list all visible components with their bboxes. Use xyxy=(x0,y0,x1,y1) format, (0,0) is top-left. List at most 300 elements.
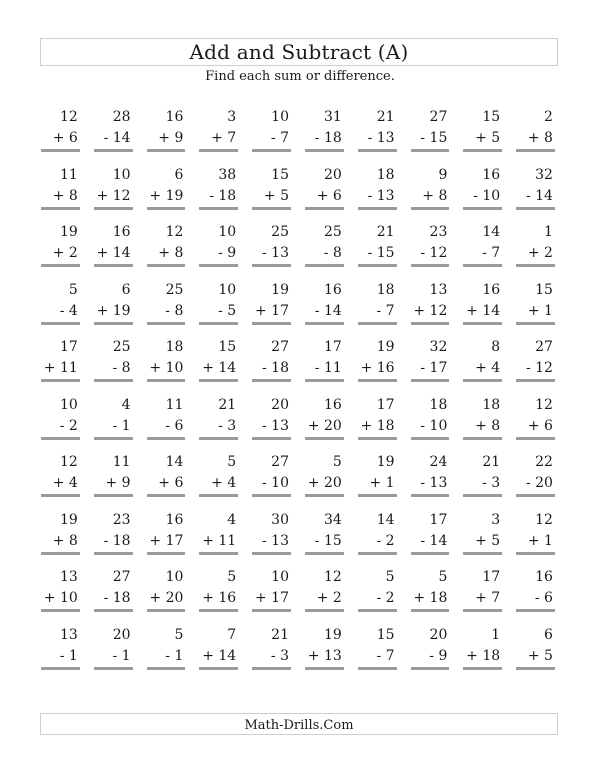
operator-operand: + 8 xyxy=(422,187,448,204)
answer-line xyxy=(94,609,133,612)
operator-operand: - 13 xyxy=(261,417,289,434)
answer-line xyxy=(41,437,80,440)
problem-item xyxy=(458,509,511,567)
operator-operand: + 8 xyxy=(158,245,184,261)
top-operand: 6 xyxy=(544,626,553,643)
answer-line xyxy=(94,149,133,152)
answer-line xyxy=(411,437,450,440)
problem-item xyxy=(247,279,300,337)
top-operand: 27 xyxy=(535,339,553,355)
problem-item xyxy=(247,394,300,452)
answer-line xyxy=(94,437,133,440)
problem-item xyxy=(36,451,89,509)
operator-operand: - 10 xyxy=(261,475,289,491)
problem-item xyxy=(458,566,511,624)
problem-item xyxy=(194,221,247,279)
problem-item xyxy=(353,106,406,164)
answer-line xyxy=(358,322,397,325)
top-operand: 18 xyxy=(376,281,395,298)
problem-item xyxy=(194,509,247,567)
top-operand: 17 xyxy=(323,339,342,355)
top-operand: 21 xyxy=(271,626,289,643)
top-operand: 10 xyxy=(271,109,289,125)
operator-operand: - 7 xyxy=(376,302,395,319)
operator-operand: - 4 xyxy=(59,302,78,319)
operator-operand: + 6 xyxy=(316,187,342,204)
problem-item xyxy=(353,336,406,394)
top-operand: 23 xyxy=(112,511,131,528)
operator-operand: + 20 xyxy=(307,475,342,491)
answer-line xyxy=(411,379,450,382)
top-operand: 20 xyxy=(271,396,289,413)
answer-line xyxy=(94,207,133,210)
answer-line xyxy=(463,667,502,670)
operator-operand: - 2 xyxy=(376,532,395,549)
problem-item xyxy=(89,509,142,567)
top-operand: 15 xyxy=(482,109,501,125)
operator-operand: - 18 xyxy=(209,187,237,204)
answer-line xyxy=(252,207,291,210)
top-operand: 18 xyxy=(165,339,184,355)
top-operand: 17 xyxy=(429,511,448,528)
problem-item xyxy=(89,451,142,509)
problem-item xyxy=(247,106,300,164)
answer-line xyxy=(358,667,397,670)
top-operand: 15 xyxy=(376,626,395,643)
operator-operand: + 18 xyxy=(466,647,501,664)
operator-operand: + 2 xyxy=(527,245,553,261)
top-operand: 18 xyxy=(429,396,448,413)
top-operand: 12 xyxy=(59,109,78,125)
problem-item xyxy=(142,106,195,164)
answer-line xyxy=(516,379,555,382)
answer-line xyxy=(252,379,291,382)
top-operand: 3 xyxy=(491,511,501,528)
top-operand: 16 xyxy=(165,109,184,125)
problem-item xyxy=(36,279,89,337)
title-box xyxy=(40,38,558,66)
top-operand: 10 xyxy=(218,281,237,298)
answer-line xyxy=(411,322,450,325)
top-operand: 25 xyxy=(271,224,289,240)
problem-item xyxy=(36,336,89,394)
operator-operand: + 6 xyxy=(52,130,78,146)
problem-item xyxy=(142,394,195,452)
operator-operand: - 15 xyxy=(420,130,448,146)
problem-item xyxy=(511,624,564,682)
operator-operand: + 9 xyxy=(105,475,131,491)
operator-operand: - 7 xyxy=(270,130,289,146)
operator-operand: + 20 xyxy=(307,417,342,434)
answer-line xyxy=(463,552,502,555)
operator-operand: - 1 xyxy=(112,417,131,434)
problem-item xyxy=(194,394,247,452)
top-operand: 6 xyxy=(121,281,131,298)
page-title: Add and Subtract (A) xyxy=(189,40,409,64)
problem-item xyxy=(36,566,89,624)
top-operand: 8 xyxy=(491,339,501,355)
operator-operand: - 17 xyxy=(420,360,448,376)
problem-item xyxy=(353,509,406,567)
answer-line xyxy=(252,149,291,152)
problem-item xyxy=(300,451,353,509)
operator-operand: + 10 xyxy=(149,360,184,376)
answer-line xyxy=(199,149,238,152)
operator-operand: + 1 xyxy=(527,532,553,549)
answer-line xyxy=(252,667,291,670)
top-operand: 34 xyxy=(323,511,342,528)
top-operand: 21 xyxy=(376,109,395,125)
operator-operand: + 8 xyxy=(527,130,553,146)
top-operand: 14 xyxy=(482,224,501,240)
problem-item xyxy=(89,106,142,164)
answer-line xyxy=(358,149,397,152)
problem-item xyxy=(247,566,300,624)
operator-operand: - 15 xyxy=(314,532,342,549)
problem-item xyxy=(511,279,564,337)
operator-operand: - 1 xyxy=(112,647,131,664)
problem-item xyxy=(458,164,511,222)
operator-operand: - 11 xyxy=(314,360,342,376)
top-operand: 15 xyxy=(535,281,553,298)
operator-operand: - 18 xyxy=(103,590,131,606)
operator-operand: - 9 xyxy=(429,647,448,664)
operator-operand: + 12 xyxy=(96,187,131,204)
top-operand: 27 xyxy=(271,339,289,355)
operator-operand: + 20 xyxy=(149,590,184,606)
operator-operand: + 7 xyxy=(211,130,237,146)
problem-item xyxy=(458,394,511,452)
answer-line xyxy=(516,552,555,555)
answer-line xyxy=(516,322,555,325)
top-operand: 20 xyxy=(112,626,131,643)
problem-item xyxy=(511,451,564,509)
top-operand: 16 xyxy=(112,224,131,240)
answer-line xyxy=(463,379,502,382)
top-operand: 27 xyxy=(429,109,448,125)
answer-line xyxy=(94,494,133,497)
answer-line xyxy=(199,207,238,210)
operator-operand: + 9 xyxy=(158,130,184,146)
problem-item xyxy=(353,451,406,509)
answer-line xyxy=(252,494,291,497)
top-operand: 27 xyxy=(271,454,289,470)
problem-item xyxy=(458,221,511,279)
operator-operand: - 6 xyxy=(534,590,553,606)
problem-item xyxy=(89,164,142,222)
top-operand: 6 xyxy=(174,166,184,183)
problem-item xyxy=(300,279,353,337)
problem-item xyxy=(353,279,406,337)
answer-line xyxy=(411,552,450,555)
operator-operand: - 8 xyxy=(112,360,131,376)
problem-item xyxy=(511,336,564,394)
problem-item xyxy=(142,279,195,337)
answer-line xyxy=(147,494,186,497)
problem-item xyxy=(194,566,247,624)
problem-item xyxy=(458,624,511,682)
problem-item xyxy=(353,221,406,279)
problem-item xyxy=(89,394,142,452)
problem-item xyxy=(89,221,142,279)
operator-operand: - 8 xyxy=(323,245,342,261)
answer-line xyxy=(199,437,238,440)
answer-line xyxy=(147,149,186,152)
operator-operand: - 18 xyxy=(261,360,289,376)
problem-item xyxy=(247,336,300,394)
operator-operand: - 10 xyxy=(473,187,501,204)
top-operand: 16 xyxy=(165,511,184,528)
answer-line xyxy=(94,552,133,555)
answer-line xyxy=(199,552,238,555)
footer-box xyxy=(40,713,558,735)
top-operand: 11 xyxy=(112,454,131,470)
problem-item xyxy=(406,336,459,394)
problem-item xyxy=(247,451,300,509)
operator-operand: + 14 xyxy=(466,302,501,319)
answer-line xyxy=(463,207,502,210)
problem-item xyxy=(142,624,195,682)
problem-item xyxy=(89,336,142,394)
problem-item xyxy=(247,164,300,222)
problem-item xyxy=(247,221,300,279)
answer-line xyxy=(358,379,397,382)
problem-item xyxy=(406,394,459,452)
operator-operand: - 2 xyxy=(59,417,78,434)
operator-operand: - 14 xyxy=(314,302,342,319)
operator-operand: - 7 xyxy=(482,245,501,261)
operator-operand: - 1 xyxy=(165,647,184,664)
top-operand: 5 xyxy=(227,454,237,470)
top-operand: 19 xyxy=(59,224,78,240)
problem-item xyxy=(406,566,459,624)
top-operand: 32 xyxy=(429,339,448,355)
answer-line xyxy=(41,264,80,267)
answer-line xyxy=(252,609,291,612)
answer-line xyxy=(147,552,186,555)
top-operand: 14 xyxy=(165,454,184,470)
operator-operand: - 10 xyxy=(420,417,448,434)
operator-operand: + 4 xyxy=(475,360,501,376)
top-operand: 9 xyxy=(438,166,448,183)
operator-operand: - 13 xyxy=(367,130,395,146)
problem-item xyxy=(300,106,353,164)
top-operand: 25 xyxy=(165,281,184,298)
top-operand: 11 xyxy=(59,166,78,183)
problem-item xyxy=(406,164,459,222)
problem-item xyxy=(300,624,353,682)
answer-line xyxy=(147,609,186,612)
answer-line xyxy=(358,437,397,440)
footer-brand: Math-Drills.Com xyxy=(244,718,354,733)
problem-item xyxy=(406,221,459,279)
operator-operand: + 19 xyxy=(96,302,131,319)
operator-operand: - 3 xyxy=(218,417,237,434)
top-operand: 22 xyxy=(535,454,553,470)
problem-item xyxy=(406,279,459,337)
top-operand: 5 xyxy=(174,626,184,643)
top-operand: 19 xyxy=(59,511,78,528)
problem-item xyxy=(300,509,353,567)
operator-operand: + 5 xyxy=(527,647,553,664)
top-operand: 19 xyxy=(376,339,395,355)
operator-operand: - 3 xyxy=(270,647,289,664)
operator-operand: + 17 xyxy=(254,302,289,319)
top-operand: 20 xyxy=(323,166,342,183)
problem-item xyxy=(36,221,89,279)
problem-item xyxy=(142,566,195,624)
problem-item xyxy=(353,164,406,222)
top-operand: 17 xyxy=(59,339,78,355)
problem-item xyxy=(36,106,89,164)
problem-item xyxy=(406,106,459,164)
top-operand: 12 xyxy=(165,224,184,240)
operator-operand: - 5 xyxy=(218,302,237,319)
top-operand: 18 xyxy=(482,396,501,413)
top-operand: 19 xyxy=(271,281,289,298)
answer-line xyxy=(147,264,186,267)
operator-operand: - 8 xyxy=(165,302,184,319)
answer-line xyxy=(94,264,133,267)
operator-operand: - 13 xyxy=(420,475,448,491)
top-operand: 15 xyxy=(271,166,289,183)
answer-line xyxy=(358,552,397,555)
problem-item xyxy=(247,624,300,682)
top-operand: 24 xyxy=(429,454,448,470)
operator-operand: + 14 xyxy=(202,647,237,664)
operator-operand: + 19 xyxy=(149,187,184,204)
problem-item xyxy=(142,221,195,279)
problem-item xyxy=(300,566,353,624)
operator-operand: - 20 xyxy=(525,475,553,491)
problem-item xyxy=(89,566,142,624)
problem-item xyxy=(300,221,353,279)
top-operand: 10 xyxy=(271,569,289,585)
problem-grid xyxy=(36,106,564,681)
operator-operand: - 15 xyxy=(367,245,395,261)
answer-line xyxy=(147,207,186,210)
answer-line xyxy=(305,667,344,670)
top-operand: 12 xyxy=(59,454,78,470)
problem-item xyxy=(511,566,564,624)
top-operand: 17 xyxy=(376,396,395,413)
answer-line xyxy=(199,609,238,612)
answer-line xyxy=(358,207,397,210)
answer-line xyxy=(147,322,186,325)
problem-item xyxy=(300,164,353,222)
answer-line xyxy=(94,379,133,382)
top-operand: 5 xyxy=(438,569,448,585)
operator-operand: - 9 xyxy=(218,245,237,261)
answer-line xyxy=(411,207,450,210)
top-operand: 20 xyxy=(429,626,448,643)
problem-item xyxy=(300,394,353,452)
top-operand: 32 xyxy=(535,166,553,183)
problem-item xyxy=(458,336,511,394)
operator-operand: - 12 xyxy=(525,360,553,376)
answer-line xyxy=(94,322,133,325)
instructions: Find each sum or difference. xyxy=(205,69,395,84)
operator-operand: - 6 xyxy=(165,417,184,434)
answer-line xyxy=(252,322,291,325)
answer-line xyxy=(252,264,291,267)
answer-line xyxy=(41,667,80,670)
top-operand: 4 xyxy=(227,511,237,528)
top-operand: 5 xyxy=(227,569,237,585)
answer-line xyxy=(305,494,344,497)
top-operand: 30 xyxy=(271,511,289,528)
answer-line xyxy=(94,667,133,670)
problem-item xyxy=(89,624,142,682)
operator-operand: - 18 xyxy=(314,130,342,146)
problem-item xyxy=(353,566,406,624)
problem-item xyxy=(194,624,247,682)
top-operand: 21 xyxy=(218,396,237,413)
operator-operand: + 18 xyxy=(413,590,448,606)
answer-line xyxy=(305,379,344,382)
top-operand: 4 xyxy=(121,396,131,413)
top-operand: 10 xyxy=(112,166,131,183)
operator-operand: - 13 xyxy=(261,532,289,549)
answer-line xyxy=(252,552,291,555)
operator-operand: + 11 xyxy=(43,360,78,376)
problem-item xyxy=(353,394,406,452)
top-operand: 16 xyxy=(323,281,342,298)
problem-item xyxy=(511,509,564,567)
top-operand: 28 xyxy=(112,109,131,125)
operator-operand: + 14 xyxy=(96,245,131,261)
operator-operand: + 4 xyxy=(211,475,237,491)
operator-operand: + 16 xyxy=(360,360,395,376)
top-operand: 21 xyxy=(482,454,501,470)
problem-item xyxy=(194,106,247,164)
problem-item xyxy=(142,164,195,222)
top-operand: 1 xyxy=(491,626,501,643)
answer-line xyxy=(41,379,80,382)
answer-line xyxy=(463,609,502,612)
operator-operand: + 18 xyxy=(360,417,395,434)
operator-operand: - 12 xyxy=(420,245,448,261)
operator-operand: - 13 xyxy=(367,187,395,204)
answer-line xyxy=(305,264,344,267)
answer-line xyxy=(516,667,555,670)
operator-operand: + 5 xyxy=(475,130,501,146)
answer-line xyxy=(199,322,238,325)
operator-operand: + 7 xyxy=(475,590,501,606)
answer-line xyxy=(199,264,238,267)
answer-line xyxy=(411,264,450,267)
problem-item xyxy=(406,509,459,567)
operator-operand: + 8 xyxy=(475,417,501,434)
answer-line xyxy=(41,322,80,325)
answer-line xyxy=(41,609,80,612)
top-operand: 13 xyxy=(59,569,78,585)
top-operand: 5 xyxy=(68,281,78,298)
top-operand: 11 xyxy=(165,396,184,413)
problem-item xyxy=(511,164,564,222)
top-operand: 16 xyxy=(482,166,501,183)
operator-operand: - 14 xyxy=(103,130,131,146)
operator-operand: - 18 xyxy=(103,532,131,549)
top-operand: 23 xyxy=(429,224,448,240)
operator-operand: + 4 xyxy=(52,475,78,491)
problem-item xyxy=(194,336,247,394)
answer-line xyxy=(463,322,502,325)
answer-line xyxy=(516,437,555,440)
operator-operand: + 6 xyxy=(527,417,553,434)
operator-operand: + 12 xyxy=(413,302,448,319)
answer-line xyxy=(147,437,186,440)
